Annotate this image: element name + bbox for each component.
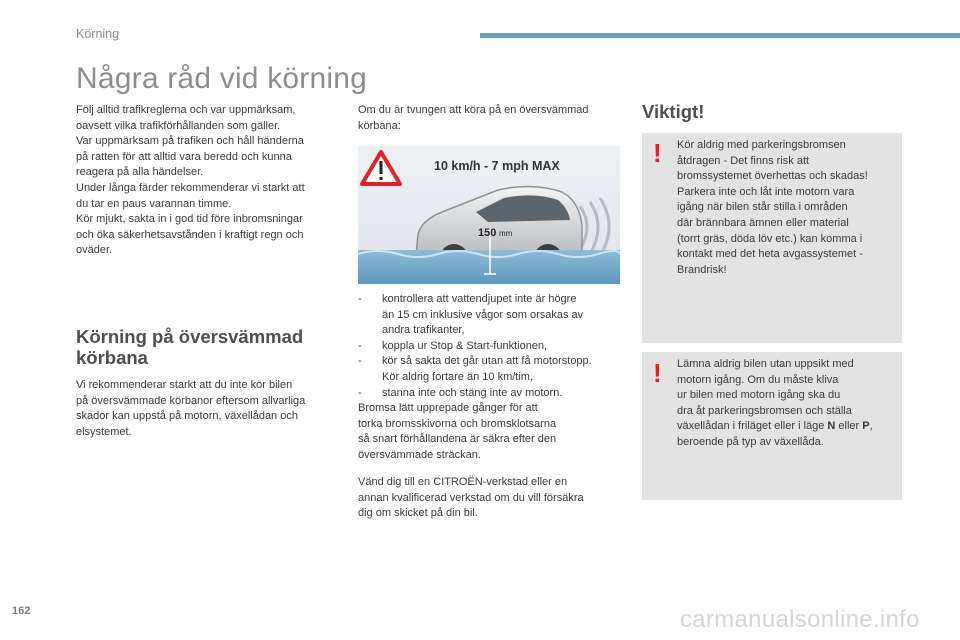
text-run: , [869,420,873,433]
list-item [358,354,622,385]
exclamation-icon: ! [653,358,662,388]
text-run: eller [835,420,863,433]
body-line: på översvämmade körbanor eftersom allvarliga [76,394,306,407]
list-dash: - [358,355,362,368]
water-surface [358,250,620,284]
speed-label: 10 km/h - 7 mph MAX [434,159,560,173]
intro-line: reagera på alla händelser. [76,166,204,179]
flood-driving-illustration [358,146,620,284]
heading-line: Körning på översvämmad [76,326,304,347]
warning-line: bromssystemet överhettas och skadas! [677,170,868,183]
intro-line: Följ alltid trafikreglerna och var uppmärksam, [76,104,296,116]
list-dash: - [358,386,362,399]
warning-box-unattended [642,352,902,500]
list-line: koppla ur Stop & Start-funktionen, [382,339,548,352]
intro-line: på ratten för att alltid vara beredd och kunna [76,150,292,163]
warning-line: motorn igång. Om du måste kliva [677,373,839,386]
warning-text [677,138,895,278]
section-label: Körning [76,27,120,41]
gear-n: N [827,420,836,433]
warning-line: Kör aldrig med parkeringsbromsen [677,139,846,151]
warning-line: Brandrisk! [677,263,727,276]
tail-line: Vänd dig till en CITROËN-verkstad eller en [358,476,568,488]
after-list-line: torka bromsskivorna och bromsklotsarna [358,417,557,430]
warning-line: (torrt gräs, döda löv etc.) kan komma i [677,232,863,245]
intro-line: Under långa färder rekommenderar vi starkt att [76,181,305,194]
flooded-road-body [76,378,340,440]
list-line: Kör aldrig fortare än 10 km/tim, [382,370,534,383]
list-item [358,386,622,402]
list-dash: - [358,339,362,352]
intro-line: Kör mjukt, sakta in i god tid före inbromsningar [76,213,303,226]
flooded-intro [358,103,622,134]
intro-line: du tar en paus varannan timme. [76,197,232,210]
workshop-note [358,475,622,522]
list-item [358,292,622,339]
list-line: andra trafikanter, [382,324,465,337]
warning-line: igång när bilen står stilla i områden [677,201,848,214]
tail-line: annan kvalificerad verkstad om du vill försäkra [358,491,584,504]
flooded-road-heading [76,326,340,368]
warning-line-gear [677,419,895,435]
intro-line: Var uppmärksam på trafiken och håll händerna [76,135,304,148]
after-list-line: översvämmade sträckan. [358,448,481,461]
warning-line: åtdragen - Det finns risk att [677,154,810,167]
after-list-line: Bromsa lätt upprepade gånger för att [358,402,538,415]
exclamation-icon: ! [653,138,662,168]
warning-line: kontakt med det heta avgassystemet - [677,248,863,261]
warning-box-parking-brake [642,133,902,343]
warning-line: Lämna aldrig bilen utan uppsikt med [677,358,854,370]
list-line: kontrollera att vattendjupet inte är högre [382,293,577,305]
gear-p: P [862,420,870,433]
intro-line: Om du är tvungen att köra på en översvämmad [358,104,589,116]
intro-column [76,103,340,259]
warning-text [677,357,895,451]
body-line: skador kan uppstå på motorn, växellådan och [76,410,298,423]
tail-line: dig om skicket på din bil. [358,507,478,520]
warning-line: beroende på typ av växellåda. [677,435,824,448]
intro-line: oväder. [76,244,113,257]
page-title: Några råd vid körning [76,62,368,95]
list-line: stanna inte och stäng inte av motorn. [382,386,563,399]
intro-line: och öka säkerhetsavstånden i kraftigt regn och [76,228,304,241]
warning-line: ur bilen med motorn igång ska du [677,389,841,402]
warning-line: dra åt parkeringsbromsen och ställa [677,404,852,417]
flood-checklist [358,292,622,464]
depth-unit: mm [499,229,513,238]
list-line: kör så sakta det går utan att få motorstopp. [382,355,592,368]
list-item [358,339,622,355]
depth-value: 150 [478,227,497,239]
heading-line: körbana [76,347,148,368]
intro-line: oavsett vilka trafikförhållanden som gäller. [76,119,281,132]
list-dash: - [358,293,362,305]
page-number: 162 [12,605,31,617]
intro-line: körbana: [358,119,401,132]
warning-line: där brännbara ämnen eller material [677,216,849,229]
body-line: Vi rekommenderar starkt att du inte kör bilen [76,379,293,391]
text-run: växellådan i friläget eller i läge [677,420,828,433]
body-line: elsystemet. [76,425,132,438]
watermark: carmanualsonline.info [680,606,920,633]
warning-line: Parkera inte och låt inte motorn vara [677,185,855,198]
header-rule [480,33,960,38]
list-line: än 15 cm inklusive vågor som orsakas av [382,308,584,321]
after-list-line: så snart förhållandena är säkra efter den [358,433,557,446]
important-heading: Viktigt! [642,101,705,122]
